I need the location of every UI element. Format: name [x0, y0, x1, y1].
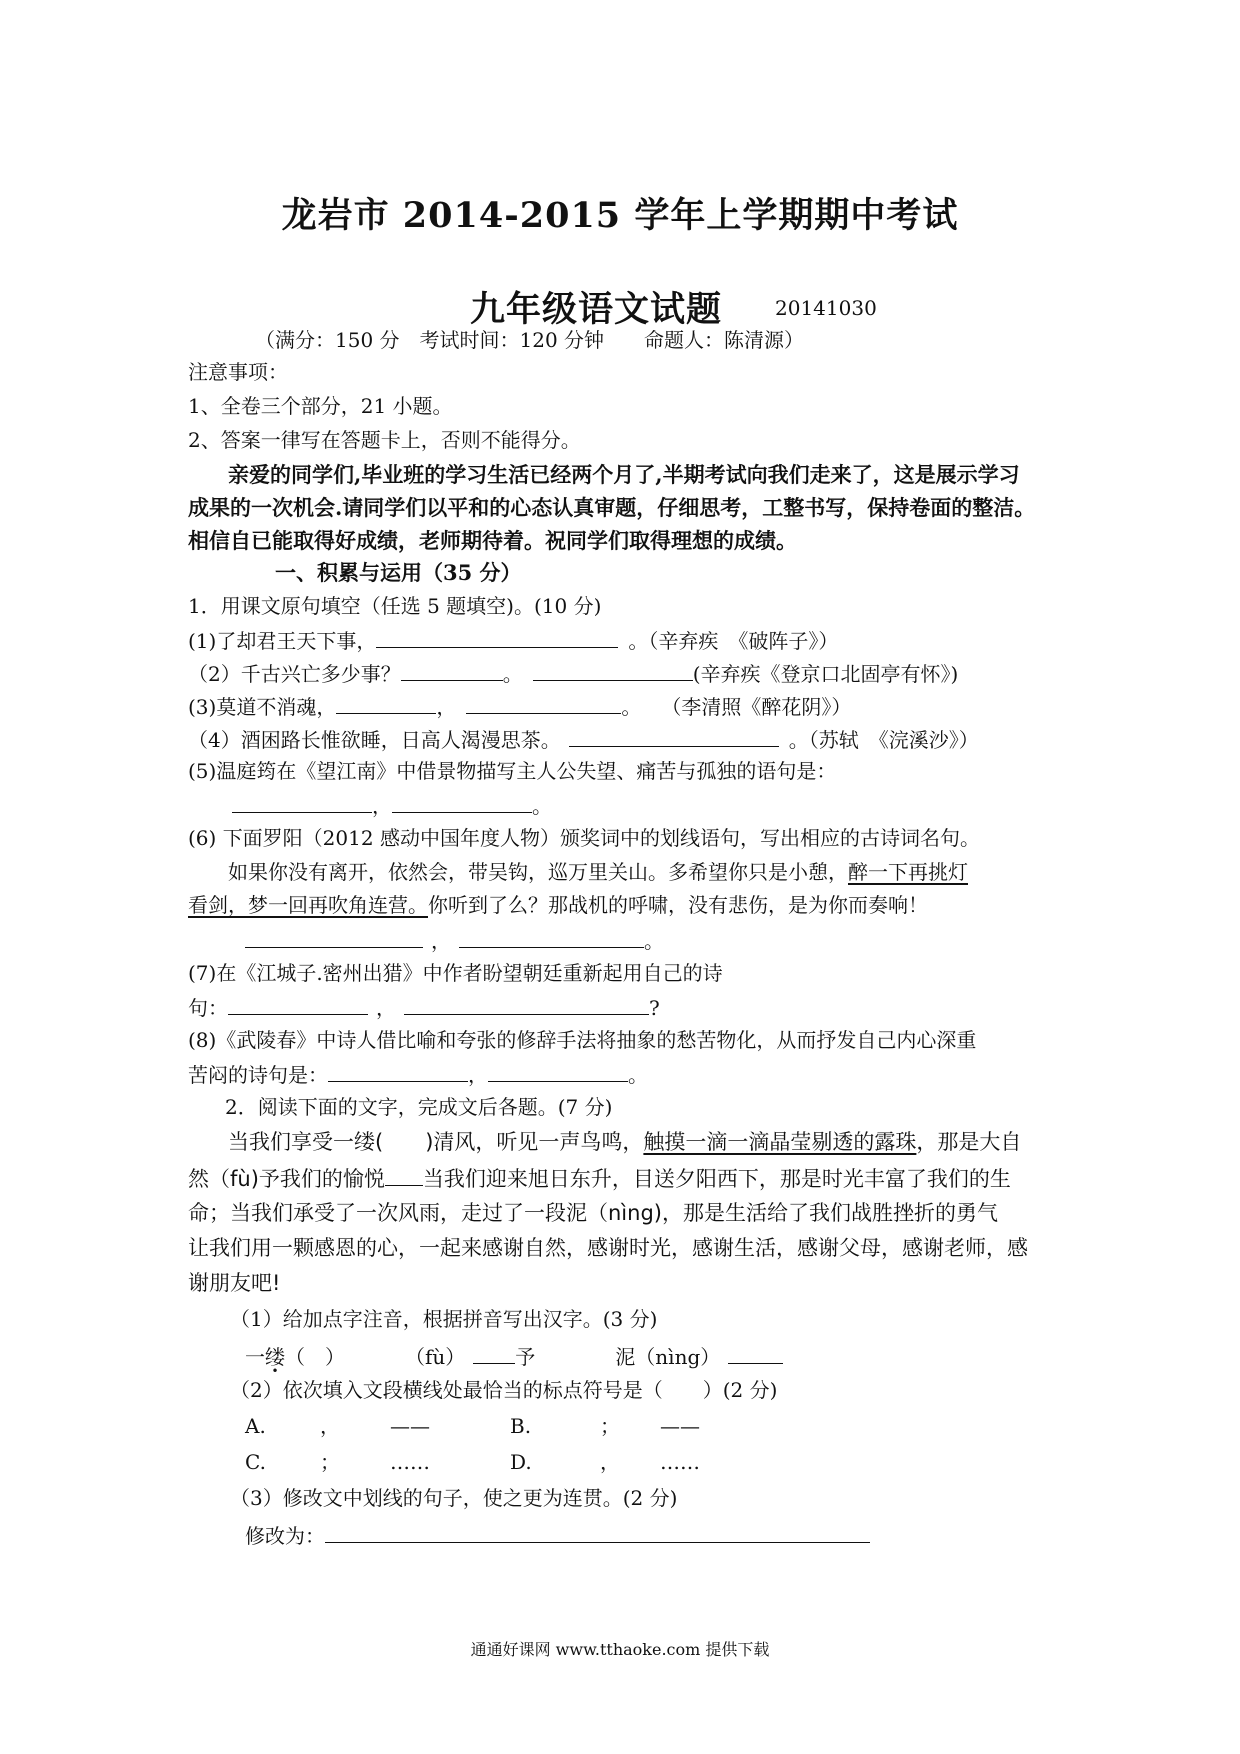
answer-blank[interactable]: [325, 1524, 870, 1543]
answer-blank[interactable]: [328, 1063, 468, 1082]
answer-blank[interactable]: [392, 794, 532, 813]
q2-sub-1: （1）给加点字注音，根据拼音写出汉字。(3 分): [230, 1307, 658, 1331]
intro-line: 成果的一次机会.请同学们以平和的心态认真审题，仔细思考，工整书写，保持卷面的整洁。: [188, 495, 1036, 520]
answer-blank[interactable]: [376, 629, 618, 648]
answer-blank[interactable]: [473, 1345, 515, 1364]
q2-sub-1-answers: 一缕（ ） （fù） 予 泥（nìng）: [245, 1345, 783, 1367]
q2-passage-line: 当我们享受一缕( )清风，听见一声鸟鸣，触摸一滴一滴晶莹剔透的露珠，那是大自: [228, 1130, 1022, 1154]
footer-credit: 通通好课网 www.tthaoke.com 提供下载: [470, 1640, 770, 1659]
q2-passage-line: 让我们用一颗感恩的心，一起来感谢自然，感谢时光，感谢生活，感谢父母，感谢老师，感: [188, 1236, 1028, 1260]
q2-passage-line: 谢朋友吧!: [188, 1271, 281, 1295]
option-a[interactable]: A.: [245, 1414, 266, 1438]
q2-sub-3: （3）修改文中划线的句子，使之更为连贯。(2 分): [230, 1486, 678, 1510]
q2-passage-line: 命；当我们承受了一次风雨，走过了一段泥（nìng)，那是生活给了我们战胜挫折的勇气: [188, 1201, 998, 1225]
exam-info: （满分：150 分 考试时间：120 分钟 命题人：陈清源）: [255, 328, 805, 352]
answer-blank[interactable]: [245, 929, 423, 948]
q1-item-6-passage: 看剑，梦一回再吹角连营。你听到了么？那战机的呼啸，没有悲伤，是为你而奏响！: [188, 893, 928, 917]
answer-blank[interactable]: [466, 695, 621, 714]
q1-item-5: (5)温庭筠在《望江南》中借景物描写主人公失望、痛苦与孤独的语句是：: [188, 759, 837, 783]
option-row: C. ； …… D. ， ……: [245, 1450, 700, 1474]
answer-blank[interactable]: [228, 996, 368, 1015]
q1-item-7: (7)在《江城子.密州出猎》中作者盼望朝廷重新起用自己的诗: [188, 961, 723, 985]
option-b[interactable]: B.: [510, 1414, 532, 1438]
intro-line: 亲爱的同学们,毕业班的学习生活已经两个月了,半期考试向我们走来了，这是展示学习: [228, 462, 1020, 487]
answer-blank[interactable]: [336, 695, 436, 714]
q2-passage-line: 然（fù)予我们的愉悦 当我们迎来旭日东升，目送夕阳西下，那是时光丰富了我们的生: [188, 1167, 1011, 1191]
question-2-stem: 2．阅读下面的文字，完成文后各题。(7 分): [225, 1095, 613, 1119]
exam-title: 龙岩市 2014-2015 学年上学期期中考试: [281, 195, 959, 236]
q1-item-2: （2）千古兴亡多少事？ 。 (辛弃疾《登京口北固亭有怀》): [188, 662, 959, 686]
q2-sub-3-answer: 修改为：: [245, 1524, 870, 1546]
exam-date: 20141030: [775, 296, 877, 320]
exam-subtitle: 九年级语文试题: [470, 289, 723, 330]
answer-blank[interactable]: [488, 1063, 628, 1082]
q1-item-8: (8)《武陵春》中诗人借比喻和夸张的修辞手法将抽象的愁苦物化，从而抒发自己内心深重: [188, 1028, 977, 1052]
q1-item-8-blanks: 苦闷的诗句是： ， 。: [188, 1063, 648, 1087]
q1-item-6: (6) 下面罗阳（2012 感动中国年度人物）颁奖词中的划线语句，写出相应的古诗词名句。: [188, 826, 980, 850]
option-d[interactable]: D.: [510, 1450, 532, 1474]
answer-blank[interactable]: [385, 1167, 423, 1186]
q1-item-6-blanks: ， 。: [245, 929, 664, 951]
option-row: A. ， —— B. ； ——: [245, 1414, 700, 1438]
question-1-stem: 1．用课文原句填空（任选 5 题填空)。(10 分): [188, 594, 602, 618]
option-c[interactable]: C.: [245, 1450, 266, 1474]
answer-blank[interactable]: [232, 794, 372, 813]
answer-blank[interactable]: [401, 662, 503, 681]
answer-blank[interactable]: [569, 728, 779, 747]
q1-item-3: (3)莫道不消魂， ， 。 （李清照《醉花阴》）: [188, 695, 852, 719]
section-heading: 一、积累与运用（35 分）: [275, 560, 522, 585]
q1-item-6-passage: 如果你没有离开，依然会，带吴钩，巡万里关山。多希望你只是小憩，醉一下再挑灯: [228, 860, 968, 884]
q2-sub-2: （2）依次填入文段横线处最恰当的标点符号是（ ）(2 分): [230, 1378, 778, 1402]
q1-item-5-blanks: ， 。: [232, 794, 552, 816]
answer-blank[interactable]: [404, 996, 649, 1015]
answer-blank[interactable]: [459, 929, 644, 948]
q1-item-7-blanks: 句： ， ?: [188, 996, 660, 1020]
notes-heading: 注意事项：: [188, 360, 288, 384]
q1-item-1: (1)了却君王天下事， 。（辛弃疾 《破阵子》）: [188, 629, 839, 653]
answer-blank[interactable]: [728, 1345, 783, 1364]
intro-line: 相信自已能取得好成绩，老师期待着。祝同学们取得理想的成绩。: [188, 528, 797, 553]
answer-blank[interactable]: [533, 662, 693, 681]
note-item: 2、答案一律写在答题卡上，否则不能得分。: [188, 428, 581, 452]
note-item: 1、全卷三个部分，21 小题。: [188, 394, 453, 418]
q1-item-4: （4）酒困路长惟欲睡，日高人渴漫思茶。 。（苏轼 《浣溪沙》）: [188, 728, 979, 752]
